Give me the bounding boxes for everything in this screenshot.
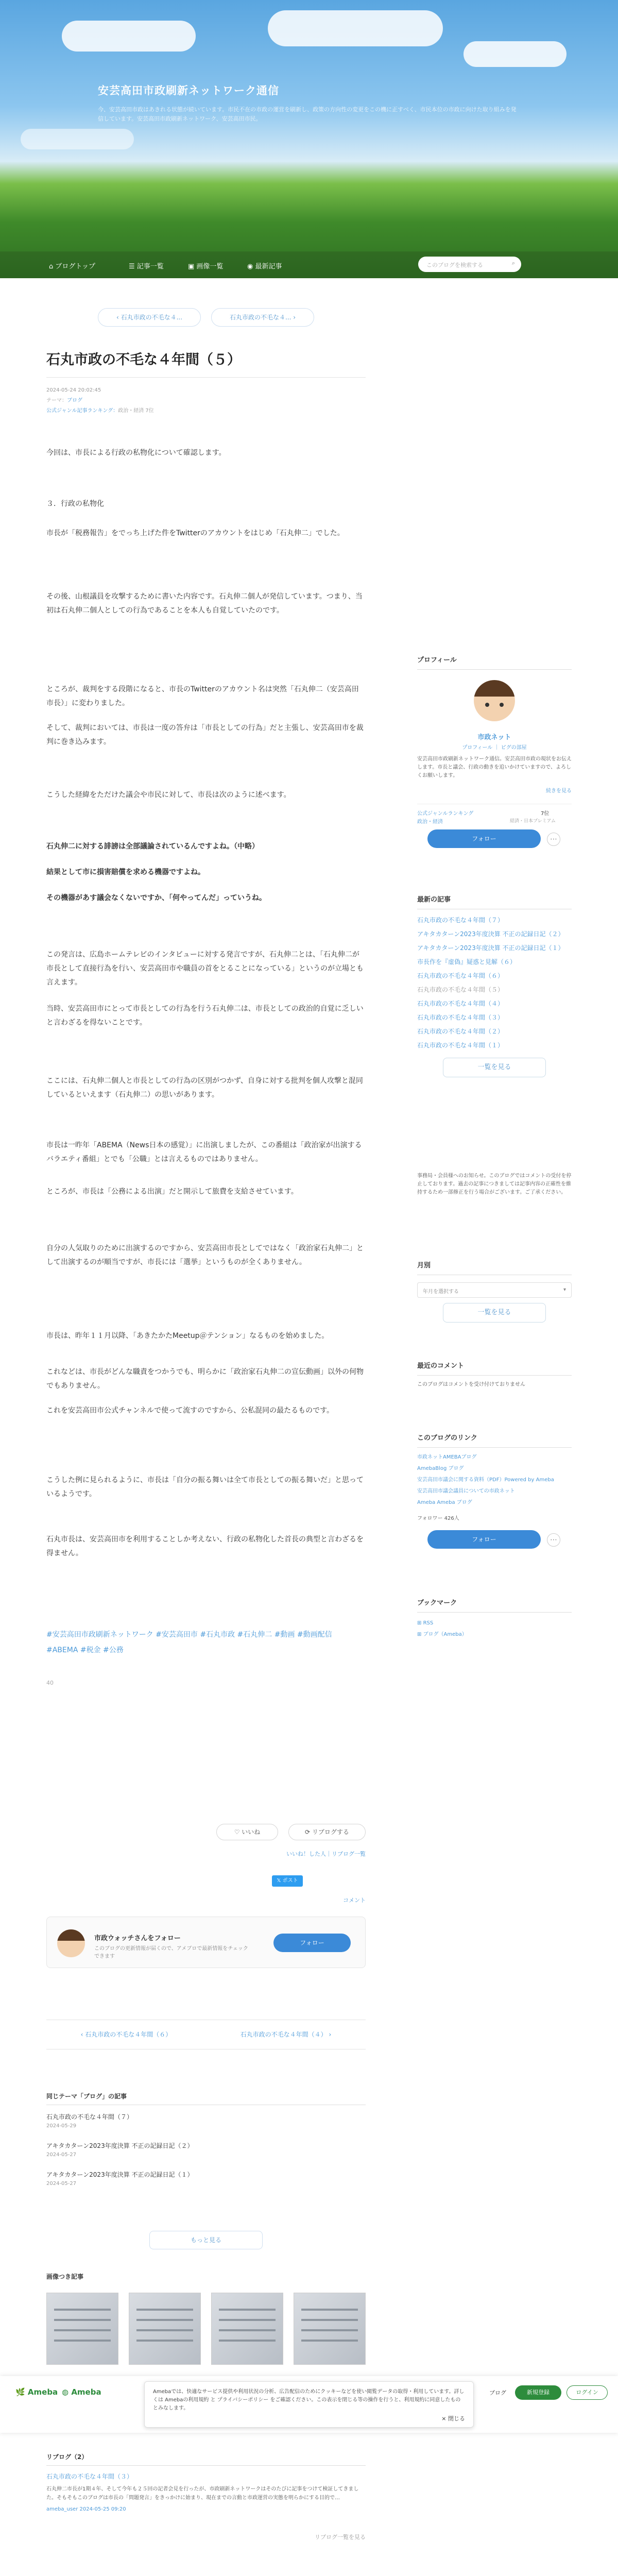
links-heading: このブログのリンク (417, 1432, 572, 1448)
nav-entry-list[interactable]: ☰ 記事一覧 (129, 263, 164, 270)
blog-description: 今、安芸高田市政はあきれる状態が続いています。市民不在の市政の運営を刷新し、政策の方向性の変更をこの機に正すべく、市民本位の市政に向けた取り組みを発信しています。安芸高田市政刷新ネットワーク、安芸高田市民。 (98, 106, 517, 122)
sidebar-follow-button[interactable]: フォロー (427, 829, 541, 848)
cloud-decoration (268, 10, 443, 46)
more-options-icon[interactable]: ⋯ (547, 833, 560, 846)
pager-label: 石丸市政の不毛な４... (121, 314, 183, 321)
blog-header (0, 0, 618, 278)
next-entry-link[interactable]: 石丸市政の不毛な４... › (211, 308, 314, 327)
archive-heading: 月別 (417, 1260, 572, 1275)
share-button[interactable]: 𝕏 ポスト (272, 1875, 303, 1887)
sidebar-link[interactable]: AmebaBlog ブログ (417, 1466, 464, 1471)
reblog-meta[interactable]: ameba_user 2024-05-25 09:20 (46, 2506, 126, 2512)
ranking-value: 政治・経済 7位 (118, 408, 154, 414)
ranking-sub: 経済・日本プレミアム (510, 819, 556, 824)
like-list-link[interactable]: いいね！した人｜リブログ一覧 (286, 1851, 366, 1857)
theme-link[interactable]: ブログ (67, 398, 82, 403)
article-title[interactable]: 石丸市政の不毛な４年間（５） (46, 352, 241, 368)
nav-latest[interactable]: ◉ 最新記事 (247, 263, 282, 270)
image-thumb[interactable] (46, 2293, 118, 2365)
more-options-icon[interactable]: ⋯ (547, 1533, 560, 1547)
nav-label: 記事一覧 (136, 263, 164, 270)
same-theme-item[interactable] (46, 2141, 366, 2158)
sidebar-notice: 事務局・会員様へのお知らせ。このブログではコメントの受付を停止しております。過去の記事につきましては記事内容の正確性を維持するため一部修正を行う場合がございます。ご了承ください。 (417, 1173, 572, 1195)
follow-button[interactable]: フォロー (273, 1934, 351, 1952)
profile-name[interactable]: 市政ネット (477, 734, 511, 741)
bookmark-item[interactable] (417, 1618, 572, 1629)
same-theme-section (46, 2092, 366, 2187)
chevron-down-icon: ▾ (563, 1287, 566, 1293)
nav-label: 画像一覧 (196, 263, 224, 270)
article-theme (46, 396, 366, 405)
reblog-label: リブログする (312, 1828, 349, 1836)
sidebar-profile (417, 654, 572, 843)
article-paragraph: ここには、石丸伸二個人と市長としての行為の区別がつかず、自身に対する批判を個人攻撃と混同しているといえます（石丸伸二）の思いがあります。 (46, 1077, 363, 1099)
archive-more-button[interactable]: 一覧を見る (443, 1303, 546, 1323)
pager-mid (46, 2020, 366, 2049)
search-icon[interactable]: ⌕ (511, 260, 515, 266)
links-list (417, 1452, 572, 1509)
sidebar-follow-button-2[interactable]: フォロー (427, 1530, 541, 1549)
sidebar-link[interactable]: 市政ネットAMEBAブログ (417, 1454, 477, 1460)
recent-item[interactable]: 石丸市政の不毛な４年間（４） (417, 1000, 504, 1007)
sidebar-bookmark (417, 1597, 572, 1640)
article-paragraph: ３．行政の私物化 (46, 500, 104, 508)
login-button[interactable]: ログイン (566, 2385, 608, 2400)
profile-more-link[interactable]: 続きを見る (546, 788, 572, 794)
recent-item[interactable]: アキタカターン2023年度決算 不正の記録日記（１） (417, 944, 564, 952)
comment-link[interactable]: コメント (343, 1897, 366, 1904)
nav-blog-top[interactable]: ⌂ ブログトップ (49, 263, 96, 270)
article-quote: 結果として市に損害賠償を求める機器ですよね。 (46, 868, 205, 876)
article-paragraph: こうした例に見られるように、市長は「自分の振る舞いは全て市長としての振る舞いだ」と思っているようです。 (46, 1476, 364, 1498)
reblog-title[interactable]: 石丸市政の不毛な４年間（３） (46, 2473, 133, 2480)
pager-label: 石丸市政の不毛な４年間（４） (240, 2031, 327, 2038)
article-date: 2024-05-24 20:02:45 (46, 387, 101, 393)
ranking-genre[interactable]: 政治・経済 (417, 819, 443, 825)
pager-label: 石丸市政の不毛な４... (229, 314, 291, 321)
like-button[interactable]: ♡ いいね (216, 1824, 278, 1840)
sidebar-link[interactable]: 安芸高田市議会に関する資料（PDF）Powered by Ameba (417, 1477, 554, 1483)
follower-count: フォロワー 426人 (417, 1516, 459, 1521)
article-header (46, 350, 366, 416)
article-paragraph: そして、裁判においては、市長は一度の答弁は「市長としての行為」だと主張し、安芸高田市を裁判に巻き込みます。 (46, 724, 364, 746)
divider (46, 377, 366, 378)
item-date: 2024-05-27 (46, 2181, 77, 2187)
recent-item[interactable]: 石丸市政の不毛な４年間（７） (417, 917, 504, 924)
item-title: アキタカターン2023年度決算 不正の記録日記（２） (46, 2142, 194, 2149)
nav-label: ブログトップ (55, 263, 96, 270)
item-title: アキタカターン2023年度決算 不正の記録日記（１） (46, 2171, 194, 2178)
recent-heading: 最新の記事 (417, 894, 572, 909)
comments-text: このブログはコメントを受け付けておりません (417, 1382, 525, 1387)
article-paragraph: 当時、安芸高田市にとって市長としての行為を行う石丸伸二は、市長としての政治的自覚に乏しいと言わざるを得ないことです。 (46, 1005, 364, 1027)
hair-shape (57, 1929, 85, 1941)
same-theme-item[interactable] (46, 2170, 366, 2187)
sidebar-comments (417, 1360, 572, 1389)
blog-nav (0, 251, 618, 278)
article-paragraph: これなどは、市長がどんな職責をつかうでも、明らかに「政治家石丸伸二の宣伝動画」以外の何物でもありません。 (46, 1368, 364, 1390)
prev-entry-link[interactable]: ‹ 石丸市政の不毛な４... (98, 308, 201, 327)
close-consent-button[interactable]: × 閉じる (441, 2415, 465, 2422)
article-paragraph: この発言は、広島ホームテレビのインタビューに対する発言ですが、石丸伸二とは、「石丸伸二が市長として直接行為を行い、安芸高田市や職員の首をとることになっている」というのが立場とも言えます。 (46, 951, 364, 987)
ranking-number: 7位 (541, 811, 550, 817)
nav-image-list[interactable]: ▣ 画像一覧 (188, 263, 224, 270)
eye-shape (500, 703, 504, 707)
bookmark-heading: ブックマーク (417, 1597, 572, 1613)
recent-item[interactable]: 石丸市政の不毛な４年間（１） (417, 1042, 504, 1049)
recent-item[interactable]: 市長作を『虚偽』疑惑と見解（６） (417, 958, 517, 965)
recent-item-current[interactable]: 石丸市政の不毛な４年間（５） (417, 986, 504, 993)
comments-heading: 最近のコメント (417, 1360, 572, 1376)
recent-list (417, 913, 572, 1053)
ranking-link[interactable]: 公式ジャンル記事ランキング： (46, 408, 118, 414)
archive-select[interactable] (417, 1282, 572, 1298)
article-quote: 石丸伸二に対する誹謗は全部議論されているんですよね。（中略） (46, 842, 259, 851)
profile-text: 安芸高田市政刷新ネットワーク通信。安芸高田市政の現状をお伝えします。市長と議会、行政の動きを追いかけていますので、よろしくお願いします。 (417, 756, 572, 778)
next-entry-link[interactable]: 石丸市政の不毛な４年間（４） › (240, 2031, 332, 2038)
article-paragraph: これを安芸高田市公式チャンネルで使って流すのですから、公私混同の最たるものです。 (46, 1406, 334, 1415)
same-theme-item[interactable] (46, 2112, 366, 2129)
register-button[interactable]: 新規登録 (515, 2385, 561, 2400)
blog-search-input[interactable] (418, 257, 521, 272)
follow-box-title: 市政ウォッチさんをフォロー (94, 1935, 181, 1942)
rss-icon: ⊞ (417, 1620, 423, 1626)
sidebar-link[interactable]: Ameba Ameba ブログ (417, 1500, 472, 1505)
theme-label: テーマ： (46, 398, 67, 403)
reblog-button[interactable]: ⟳ リブログする (288, 1824, 366, 1840)
prev-entry-link[interactable]: ‹ 石丸市政の不毛な４年間（６） (80, 2031, 172, 2038)
article-hashtags[interactable]: #安芸高田市政刷新ネットワーク #安芸高田市 #石丸市政 #石丸伸二 #動画 #動画配信 #ABEMA #税金 #公務 (46, 1631, 332, 1654)
item-date: 2024-05-29 (46, 2123, 77, 2129)
reblog-heading: リブログ（2） (46, 2452, 366, 2466)
article-paragraph: 石丸市長は、安芸高田市を利用することしか考えない、行政の私物化した首長の典型と言わざるを得ません。 (46, 1535, 364, 1557)
logo-text: Ameba (71, 2387, 101, 2397)
profile-links[interactable]: プロフィール ｜ ピグの部屋 (462, 745, 527, 751)
item-title: 石丸市政の不毛な４年間（７） (46, 2113, 133, 2121)
article-quote: その機器があす議会なくないですか、「何やってんだ」っていうね。 (46, 894, 266, 902)
cloud-decoration (62, 21, 196, 52)
select-value: 年月を選択する (423, 1289, 459, 1295)
ameba-blog-link[interactable]: ブログ (489, 2389, 506, 2396)
article-ranking (46, 406, 366, 416)
logo-text: Ameba (27, 2387, 58, 2397)
sidebar-recent (417, 894, 572, 1077)
recent-item[interactable]: 石丸市政の不毛な４年間（３） (417, 1014, 504, 1021)
recent-more-button[interactable]: 一覧を見る (443, 1058, 546, 1077)
hair-shape (474, 680, 515, 697)
article-paragraph: 市長は、昨年１１月以降、「あきたかたMeetup＠テンション」なるものを始めました。 (46, 1332, 329, 1340)
more-button[interactable]: もっと見る (149, 2231, 263, 2249)
article-paragraph: その後、山根議員を攻撃するために書いた内容です。石丸伸二個人が発信しています。つまり、当初は石丸伸二個人としての行為であることを本人も自覚していたのです。 (46, 592, 363, 615)
image-thumb[interactable] (211, 2293, 283, 2365)
share-count: 40 (46, 1680, 54, 1686)
article-paragraph: ところが、市長は「公務による出演」だと開示して旅費を支給させています。 (46, 1188, 298, 1196)
ameba-logo[interactable]: 🌿 Ameba (15, 2387, 58, 2397)
ameba-logo2[interactable]: ◍ Ameba (62, 2387, 101, 2397)
bookmark-label: RSS (423, 1620, 434, 1626)
sidebar-links (417, 1432, 572, 1544)
recent-item[interactable]: アキタカターン2023年度決算 不正の記録日記（２） (417, 930, 564, 938)
recent-item[interactable]: 石丸市政の不毛な４年間（６） (417, 972, 504, 979)
bookmark-list (417, 1618, 572, 1640)
consent-dialog (144, 2381, 474, 2428)
sidebar-link[interactable]: 安芸高田市議会議員についての市政ネット (417, 1488, 515, 1494)
article-paragraph: 市長が「税務報告」をでっち上げた件をTwitterのアカウントをはじめ「石丸伸二」でした。 (46, 529, 345, 537)
avatar (57, 1929, 85, 1957)
image-thumb[interactable] (129, 2293, 201, 2365)
cookie-consent-bar (0, 2376, 618, 2433)
follow-box (46, 1917, 366, 1968)
article-paragraph: こうした経緯をただけた議会や市民に対して、市長は次のように述べます。 (46, 791, 291, 799)
article-paragraph: 自分の人気取りのために出演するのですから、安芸高田市長としてではなく「政治家石丸伸二」として出演するのが順当ですが、市長には「選挙」というものが全くありません。 (46, 1244, 364, 1266)
like-label: いいね (242, 1828, 261, 1836)
follow-box-desc: このブログの更新情報が届くので、アメブロで最新情報をチェックできます (94, 1946, 248, 1959)
article-paragraph: 今回は、市長による行政の私物化について確認します。 (46, 449, 226, 457)
article-paragraph: 市長は一昨年「ABEMA（News日本の感覚）」に出演しましたが、この番組は「政治家が出演するバラエティ番組」とでも「公職」とは言えるものではありません。 (46, 1141, 362, 1163)
pager-label: 石丸市政の不毛な４年間（６） (85, 2031, 172, 2038)
blog-title[interactable]: 安芸高田市政刷新ネットワーク通信 (98, 84, 279, 97)
reblog-list-link[interactable]: リブログ一覧を見る (315, 2534, 366, 2540)
bookmark-item[interactable] (417, 1629, 572, 1640)
same-theme-heading: 同じテーマ「ブログ」の記事 (46, 2092, 366, 2105)
item-date: 2024-05-27 (46, 2152, 77, 2158)
bookmark-icon: ⊞ (417, 1632, 423, 1637)
recent-item[interactable]: 石丸市政の不毛な４年間（２） (417, 1028, 504, 1035)
search-placeholder: このブログを検索する (426, 262, 483, 268)
profile-avatar[interactable] (474, 680, 515, 721)
profile-heading: プロフィール (417, 654, 572, 670)
cloud-decoration (21, 129, 134, 149)
reblog-text: 石丸伸二市長が1期４年、そして今年も２５回の記者会見を行ったが、市政刷新ネットワークはそのたびに記事をつけて検証してきました。そもそもこのブログは市長の「問題発言」をきっかけに始まり、現在までの言動と市政運営の実態を明らかにする目的で… (46, 2486, 359, 2501)
nav-label: 最新記事 (255, 263, 282, 270)
ranking-label[interactable]: 公式ジャンルランキング (417, 811, 474, 817)
images-heading: 画像つき記事 (46, 2273, 84, 2280)
consent-text: Amebaでは、快適なサービス提供や利用状況の分析、広告配信のためにクッキーなどを使い閲覧データの取得・利用しています。詳しくは Amebaの利用規約 と プライバシーポリシー をご確認ください。この表示を閉じる等の操作を行うと、利用規約に同意したものとみなします。 (153, 2389, 465, 2411)
article-paragraph: ところが、裁判をする段階になると、市長のTwitterのアカウント名は突然「石丸伸二（安芸高田市長）」に変わりました。 (46, 685, 359, 707)
sidebar-archive (417, 1260, 572, 1323)
reblog-section (46, 2452, 366, 2541)
cloud-decoration (464, 41, 566, 67)
image-thumb[interactable] (294, 2293, 366, 2365)
bookmark-label: ブログ（Ameba） (423, 1632, 467, 1637)
eye-shape (485, 703, 489, 707)
